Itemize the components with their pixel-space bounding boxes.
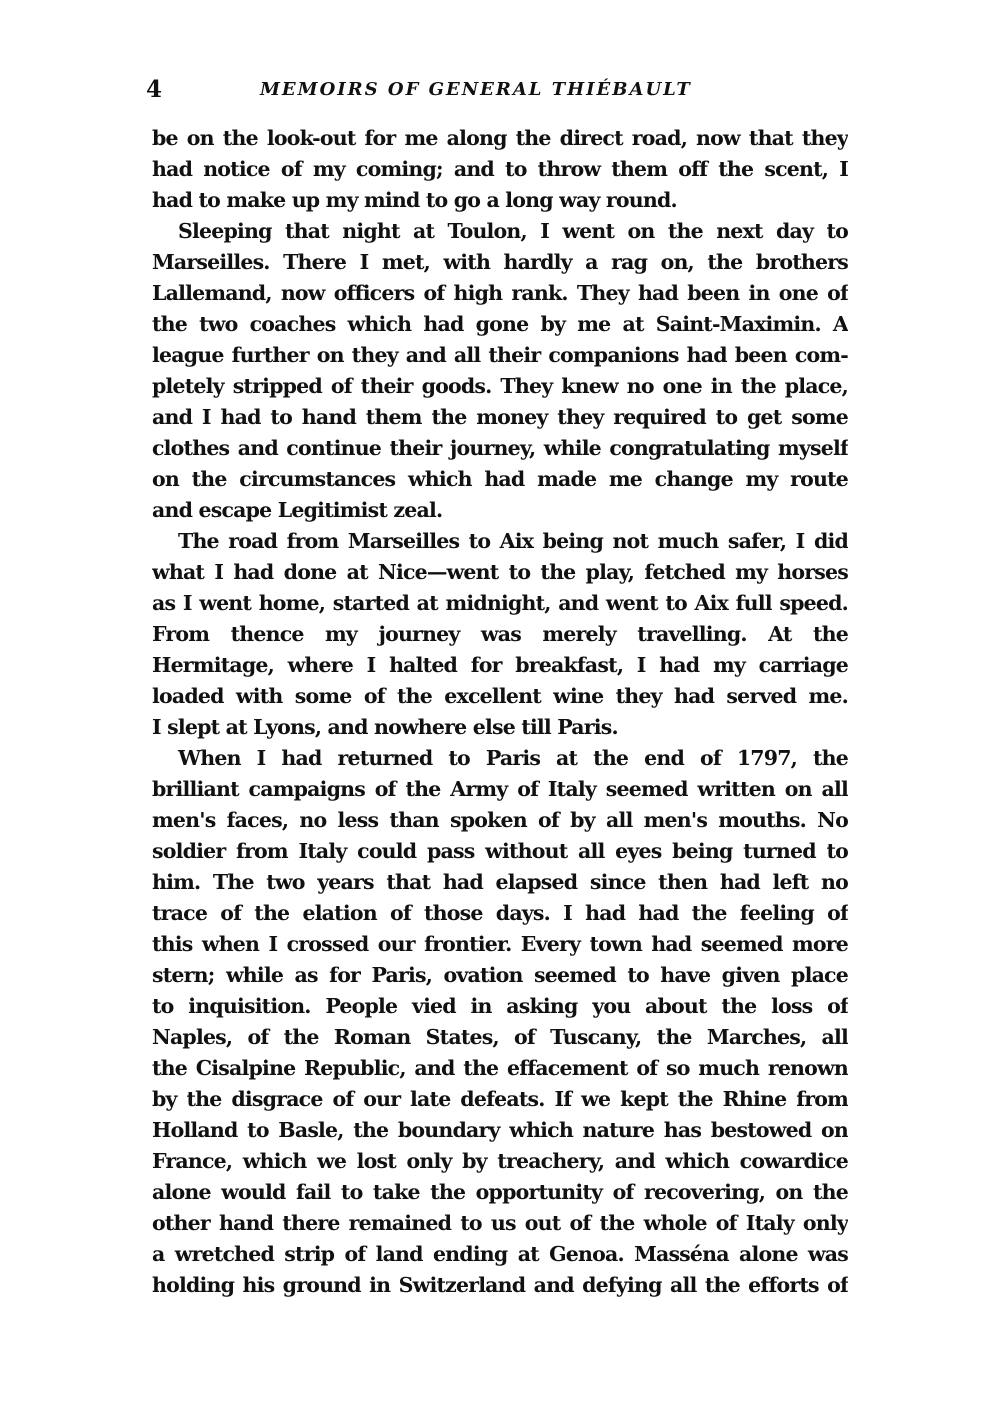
- text-line: had to make up my mind to go a long way round.: [152, 188, 677, 212]
- text-line: From thence my journey was merely travelling. At the: [152, 622, 848, 646]
- text-line: pletely stripped of their goods. They knew no one in the place,: [152, 374, 848, 398]
- text-line: brilliant campaigns of the Army of Italy seemed written on all: [152, 777, 848, 801]
- text-line: the two coaches which had gone by me at Saint-Maximin. A: [152, 312, 848, 336]
- text-line: holding his ground in Switzerland and defying all the efforts of: [152, 1273, 848, 1297]
- body-text: [152, 123, 848, 1301]
- text-line: a wretched strip of land ending at Genoa. Masséna alone was: [152, 1242, 848, 1266]
- text-line: clothes and continue their journey, while congratulating myself: [152, 436, 848, 460]
- text-line: Marseilles. There I met, with hardly a rag on, the brothers: [152, 250, 848, 274]
- text-line: on the circumstances which had made me change my route: [152, 467, 848, 491]
- text-line: Sleeping that night at Toulon, I went on the next day to: [178, 219, 848, 243]
- text-line: soldier from Italy could pass without all eyes being turned to: [152, 839, 848, 863]
- text-line: trace of the elation of those days. I had had the feeling of: [152, 901, 848, 925]
- running-head: MEMOIRS OF GENERAL THIÉBAULT: [260, 79, 692, 100]
- text-line: loaded with some of the excellent wine they had served me.: [152, 684, 848, 708]
- text-line: be on the look-out for me along the direct road, now that they: [152, 126, 848, 150]
- text-line: When I had returned to Paris at the end of 1797, the: [178, 746, 848, 770]
- text-line: to inquisition. People vied in asking you about the loss of: [152, 994, 848, 1018]
- text-line: him. The two years that had elapsed since then had left no: [152, 870, 848, 894]
- text-line: Hermitage, where I halted for breakfast, I had my carriage: [152, 653, 848, 677]
- text-line: stern; while as for Paris, ovation seemed to have given place: [152, 963, 848, 987]
- text-line: Lallemand, now officers of high rank. They had been in one of: [152, 281, 848, 305]
- text-line: and escape Legitimist zeal.: [152, 498, 443, 522]
- text-line: The road from Marseilles to Aix being not much safer, I did: [178, 529, 848, 553]
- text-line: this when I crossed our frontier. Every town had seemed more: [152, 932, 848, 956]
- text-line: as I went home, started at midnight, and went to Aix full speed.: [152, 591, 848, 615]
- text-line: and I had to hand them the money they required to get some: [152, 405, 848, 429]
- text-line: the Cisalpine Republic, and the effacement of so much renown: [152, 1056, 848, 1080]
- page-header: [146, 76, 846, 108]
- text-line: had notice of my coming; and to throw them off the scent, I: [152, 157, 848, 181]
- text-line: what I had done at Nice—went to the play, fetched my horses: [152, 560, 848, 584]
- text-line: alone would fail to take the opportunity of recovering, on the: [152, 1180, 848, 1204]
- text-line: Holland to Basle, the boundary which nature has bestowed on: [152, 1118, 848, 1142]
- text-line: Naples, of the Roman States, of Tuscany, the Marches, all: [152, 1025, 848, 1049]
- text-line: France, which we lost only by treachery, and which cowardice: [152, 1149, 848, 1173]
- text-line: by the disgrace of our late defeats. If we kept the Rhine from: [152, 1087, 848, 1111]
- text-line: I slept at Lyons, and nowhere else till Paris.: [152, 715, 618, 739]
- text-line: men's faces, no less than spoken of by all men's mouths. No: [152, 808, 848, 832]
- text-line: league further on they and all their companions had been com-: [152, 343, 848, 367]
- text-line: other hand there remained to us out of the whole of Italy only: [152, 1211, 848, 1235]
- page-number: 4: [146, 76, 163, 103]
